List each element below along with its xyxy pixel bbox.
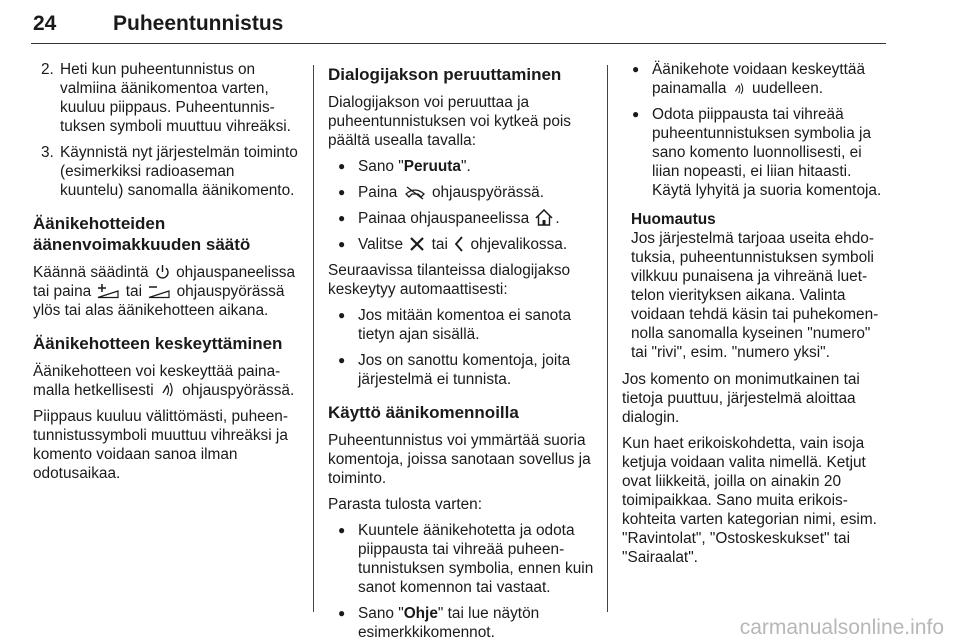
heading-interrupt: Äänikehotteen keskeyttäminen — [33, 334, 283, 353]
page-title: Puheentunnistus — [113, 12, 284, 35]
list-item: 3. Käynnistä nyt järjestelmän toiminto (esimerkiksi radioaseman kuuntelu) sanomalla äänikomento. — [41, 144, 298, 199]
column-divider — [607, 65, 608, 612]
paragraph: Äänikehotteen voi keskeyttää painamalla hetkellisesti ohjauspyörässä. — [33, 363, 295, 399]
list-item: ● Jos on sanottu komentoja, joita järjestelmä ei tunnista. — [328, 351, 598, 389]
paragraph: Piippaus kuuluu välittömästi, puheentunnistussymboli muuttuu vihreäksi ja komento voidaan sanoa ilman odotusaikaa. — [33, 408, 288, 482]
voice-command-icon — [733, 82, 746, 96]
list-item: ● Odota piippausta tai vihreää puheentunnistuksen symbolia ja sano komento luonnollisesti, ei liian nopeasti, ei liian hitaasti. Käytä lyhyitä ja suoria komentoja. — [622, 105, 890, 200]
heading-cancel: Dialogijakson peruuttaminen — [328, 65, 562, 84]
footer — [0, 612, 960, 642]
note-text: Jos järjestelmä tarjoaa useita ehdotuksia, puheentunnistuksen symboli vilkkuu punaisena ja vihreänä luettelon vierityksen aikana. Valinta voidaan tehdä käsin tai puhekomennolla sanomalla kyseinen "numero" tai "rivi", esim. "numero yksi". — [631, 230, 879, 361]
paragraph: Kun haet erikoiskohdetta, vain isoja ketjuja voidaan valita nimellä. Ketjut ovat liikkeitä, joilla on ainakin 20 toimipaikkaa. Sano muita erikoiskohteita varten kategorian nimi, esim. "Ravintolat", "Ostoskeskukset" tai "Sairaalat". — [622, 435, 877, 566]
paragraph: Seuraavissa tilanteissa dialogijakso keskeytyy automaattisesti: — [328, 262, 571, 298]
chevron-left-icon — [454, 236, 464, 252]
list-item: ● Sano "Peruuta". — [328, 157, 598, 176]
paragraph: Käännä säädintä ohjauspaneelissa tai paina tai ohjauspyörässä ylös tai alas äänikehotteen aikana. — [33, 264, 296, 319]
list-item: ● Sano "Ohje" tai lue näytön esimerkkikomennot. — [328, 604, 598, 642]
heading-usage: Käyttö äänikomennoilla — [328, 403, 519, 422]
paragraph: Dialogijakson voi peruuttaa ja puheentunnistuksen voi kytkeä pois päältä usealla tavalla: — [328, 94, 571, 149]
list-item: ● Kuuntele äänikehotetta ja odota piippausta tai vihreää puheentunnistuksen symbolia, ennen kuin sanot komennon tai vastaat. — [328, 521, 598, 597]
page-header — [31, 8, 886, 44]
list-item: ● Äänikehote voidaan keskeyttää painamalla uudelleen. — [622, 60, 890, 98]
volume-up-icon — [97, 283, 119, 299]
voice-command-icon — [160, 382, 176, 398]
close-icon — [409, 236, 425, 252]
list-item: ● Painaa ohjauspaneelissa . — [328, 209, 598, 228]
list-item: 2. Heti kun puheentunnistus on valmiina äänikomentoa varten, kuuluu piippaus. Puheentunnistuksen symboli muuttuu vihreäksi. — [41, 61, 291, 135]
paragraph: Parasta tulosta varten: — [328, 496, 482, 513]
watermark: carmanualsonline.info — [739, 616, 944, 639]
column-divider — [313, 65, 314, 612]
note-box — [622, 210, 890, 362]
power-icon — [155, 264, 170, 280]
column-3 — [622, 60, 890, 574]
column-2 — [328, 60, 598, 642]
list-item: ● Paina ohjauspyörässä. — [328, 183, 598, 202]
paragraph: Jos komento on monimutkainen tai tietoja puuttuu, järjestelmä aloittaa dialogin. — [622, 371, 860, 426]
paragraph: Puheentunnistus voi ymmärtää suoria komentoja, joissa sanotaan sovellus ja toiminto. — [328, 432, 591, 487]
home-icon — [535, 209, 553, 226]
note-heading: Huomautus — [631, 211, 716, 228]
page-number: 24 — [33, 12, 57, 35]
list-item: ● Valitse tai ohjevalikossa. — [328, 235, 598, 254]
volume-down-icon — [148, 283, 170, 299]
end-call-icon — [404, 186, 426, 200]
list-item: ● Jos mitään komentoa ei sanota tietyn ajan sisällä. — [328, 306, 598, 344]
column-1 — [33, 60, 298, 490]
heading-volume: Äänikehotteiden äänenvoimakkuuden säätö — [33, 214, 251, 254]
